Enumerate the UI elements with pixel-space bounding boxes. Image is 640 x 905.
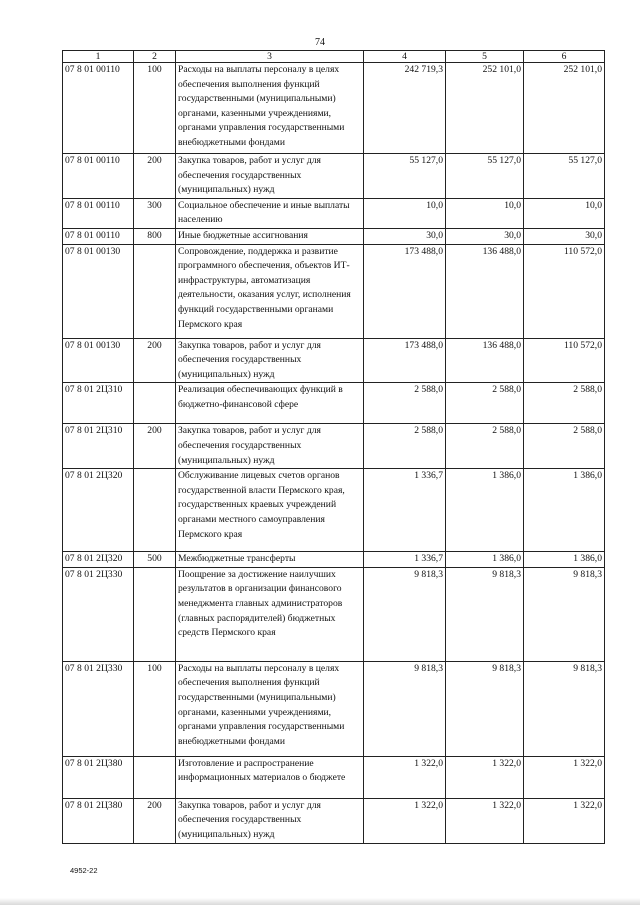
item-name-cell: Социальное обеспечение и иные выплаты населению	[176, 198, 364, 228]
amount-cell-col4: 9 818,3	[364, 567, 446, 661]
header-cell: 1	[63, 51, 134, 63]
scan-edge	[0, 898, 640, 905]
table-row	[63, 798, 605, 843]
amount-cell-col4: 1 336,7	[364, 469, 446, 552]
target-code-cell: 07 8 01 2Ц330	[63, 567, 134, 661]
amount-cell-col5: 9 818,3	[446, 661, 524, 756]
table-row	[63, 154, 605, 199]
amount-cell-col4: 30,0	[364, 228, 446, 244]
header-cell: 6	[524, 51, 605, 63]
item-name-cell: Закупка товаров, работ и услуг для обеспечения государственных (муниципальных) нужд	[176, 424, 364, 469]
expense-type-cell: 200	[134, 424, 176, 469]
target-code-cell: 07 8 01 2Ц380	[63, 756, 134, 798]
table-row	[63, 469, 605, 552]
amount-cell-col6: 2 588,0	[524, 424, 605, 469]
item-name-cell: Поощрение за достижение наилучших результатов в организации финансового менеджмента главных администраторов (главных распорядителей) бюджетных средств Пермского края	[176, 567, 364, 661]
amount-cell-col4: 2 588,0	[364, 383, 446, 424]
item-name-cell: Закупка товаров, работ и услуг для обеспечения государственных (муниципальных) нужд	[176, 338, 364, 383]
table-row	[63, 198, 605, 228]
item-name-cell: Сопровождение, поддержка и развитие программного обеспечения, объектов ИТ-инфраструктуры, автоматизация деятельности, оказания услуг, исполнения функций государственными органами Пермского края	[176, 244, 364, 338]
amount-cell-col6: 9 818,3	[524, 661, 605, 756]
amount-cell-col5: 9 818,3	[446, 567, 524, 661]
item-name-cell: Реализация обеспечивающих функций в бюджетно-финансовой сфере	[176, 383, 364, 424]
amount-cell-col4: 1 322,0	[364, 756, 446, 798]
amount-cell-col5: 252 101,0	[446, 63, 524, 154]
table-header-row	[63, 51, 605, 63]
target-code-cell: 07 8 01 00130	[63, 244, 134, 338]
table-row	[63, 338, 605, 383]
amount-cell-col6: 110 572,0	[524, 338, 605, 383]
amount-cell-col5: 1 386,0	[446, 469, 524, 552]
table-row	[63, 63, 605, 154]
expense-type-cell: 200	[134, 798, 176, 843]
header-cell: 5	[446, 51, 524, 63]
amount-cell-col4: 2 588,0	[364, 424, 446, 469]
header-cell: 3	[176, 51, 364, 63]
target-code-cell: 07 8 01 00130	[63, 338, 134, 383]
amount-cell-col6: 55 127,0	[524, 154, 605, 199]
amount-cell-col4: 10,0	[364, 198, 446, 228]
expense-type-cell: 100	[134, 661, 176, 756]
amount-cell-col5: 1 386,0	[446, 552, 524, 568]
amount-cell-col5: 2 588,0	[446, 383, 524, 424]
amount-cell-col5: 136 488,0	[446, 244, 524, 338]
item-name-cell: Закупка товаров, работ и услуг для обеспечения государственных (муниципальных) нужд	[176, 154, 364, 199]
amount-cell-col6: 252 101,0	[524, 63, 605, 154]
amount-cell-col6: 1 322,0	[524, 798, 605, 843]
expense-type-cell: 100	[134, 63, 176, 154]
amount-cell-col4: 242 719,3	[364, 63, 446, 154]
item-name-cell: Обслуживание лицевых счетов органов государственной власти Пермского края, государственных краевых учреждений органами местного самоуправления Пермского края	[176, 469, 364, 552]
header-cell: 2	[134, 51, 176, 63]
target-code-cell: 07 8 01 00110	[63, 198, 134, 228]
header-cell: 4	[364, 51, 446, 63]
amount-cell-col5: 136 488,0	[446, 338, 524, 383]
amount-cell-col5: 55 127,0	[446, 154, 524, 199]
target-code-cell: 07 8 01 2Ц320	[63, 469, 134, 552]
amount-cell-col6: 1 386,0	[524, 469, 605, 552]
expense-type-cell: 200	[134, 338, 176, 383]
expense-type-cell: 300	[134, 198, 176, 228]
amount-cell-col6: 1 386,0	[524, 552, 605, 568]
target-code-cell: 07 8 01 2Ц330	[63, 661, 134, 756]
amount-cell-col4: 9 818,3	[364, 661, 446, 756]
expense-type-cell: 500	[134, 552, 176, 568]
target-code-cell: 07 8 01 00110	[63, 228, 134, 244]
table-row	[63, 424, 605, 469]
amount-cell-col4: 55 127,0	[364, 154, 446, 199]
amount-cell-col6: 110 572,0	[524, 244, 605, 338]
table-row	[63, 244, 605, 338]
item-name-cell: Расходы на выплаты персоналу в целях обеспечения выполнения функций государственными (муниципальными) органами, казенными учреждениями, органами управления государственными внебюджетными фондами	[176, 661, 364, 756]
amount-cell-col6: 2 588,0	[524, 383, 605, 424]
item-name-cell: Расходы на выплаты персоналу в целях обеспечения выполнения функций государственными (муниципальными) органами, казенными учреждениями, органами управления государственными внебюджетными фондами	[176, 63, 364, 154]
document-code: 4952-22	[70, 866, 98, 875]
amount-cell-col6: 9 818,3	[524, 567, 605, 661]
target-code-cell: 07 8 01 00110	[63, 63, 134, 154]
amount-cell-col6: 1 322,0	[524, 756, 605, 798]
amount-cell-col4: 173 488,0	[364, 244, 446, 338]
table-row	[63, 228, 605, 244]
amount-cell-col5: 30,0	[446, 228, 524, 244]
amount-cell-col5: 1 322,0	[446, 798, 524, 843]
expense-type-cell: 200	[134, 154, 176, 199]
expense-type-cell	[134, 469, 176, 552]
table-row	[63, 383, 605, 424]
amount-cell-col4: 1 322,0	[364, 798, 446, 843]
amount-cell-col6: 30,0	[524, 228, 605, 244]
item-name-cell: Закупка товаров, работ и услуг для обеспечения государственных (муниципальных) нужд	[176, 798, 364, 843]
amount-cell-col4: 173 488,0	[364, 338, 446, 383]
table-row	[63, 661, 605, 756]
budget-table	[62, 50, 605, 844]
target-code-cell: 07 8 01 00110	[63, 154, 134, 199]
item-name-cell: Иные бюджетные ассигнования	[176, 228, 364, 244]
table-row	[63, 756, 605, 798]
amount-cell-col5: 2 588,0	[446, 424, 524, 469]
target-code-cell: 07 8 01 2Ц310	[63, 383, 134, 424]
target-code-cell: 07 8 01 2Ц310	[63, 424, 134, 469]
expense-type-cell	[134, 756, 176, 798]
table-row	[63, 552, 605, 568]
expense-type-cell	[134, 383, 176, 424]
target-code-cell: 07 8 01 2Ц380	[63, 798, 134, 843]
amount-cell-col5: 1 322,0	[446, 756, 524, 798]
item-name-cell: Межбюджетные трансферты	[176, 552, 364, 568]
expense-type-cell: 800	[134, 228, 176, 244]
page-number: 74	[315, 37, 325, 48]
amount-cell-col6: 10,0	[524, 198, 605, 228]
expense-type-cell	[134, 567, 176, 661]
target-code-cell: 07 8 01 2Ц320	[63, 552, 134, 568]
table-row	[63, 567, 605, 661]
amount-cell-col5: 10,0	[446, 198, 524, 228]
expense-type-cell	[134, 244, 176, 338]
amount-cell-col4: 1 336,7	[364, 552, 446, 568]
item-name-cell: Изготовление и распространение информационных материалов о бюджете	[176, 756, 364, 798]
